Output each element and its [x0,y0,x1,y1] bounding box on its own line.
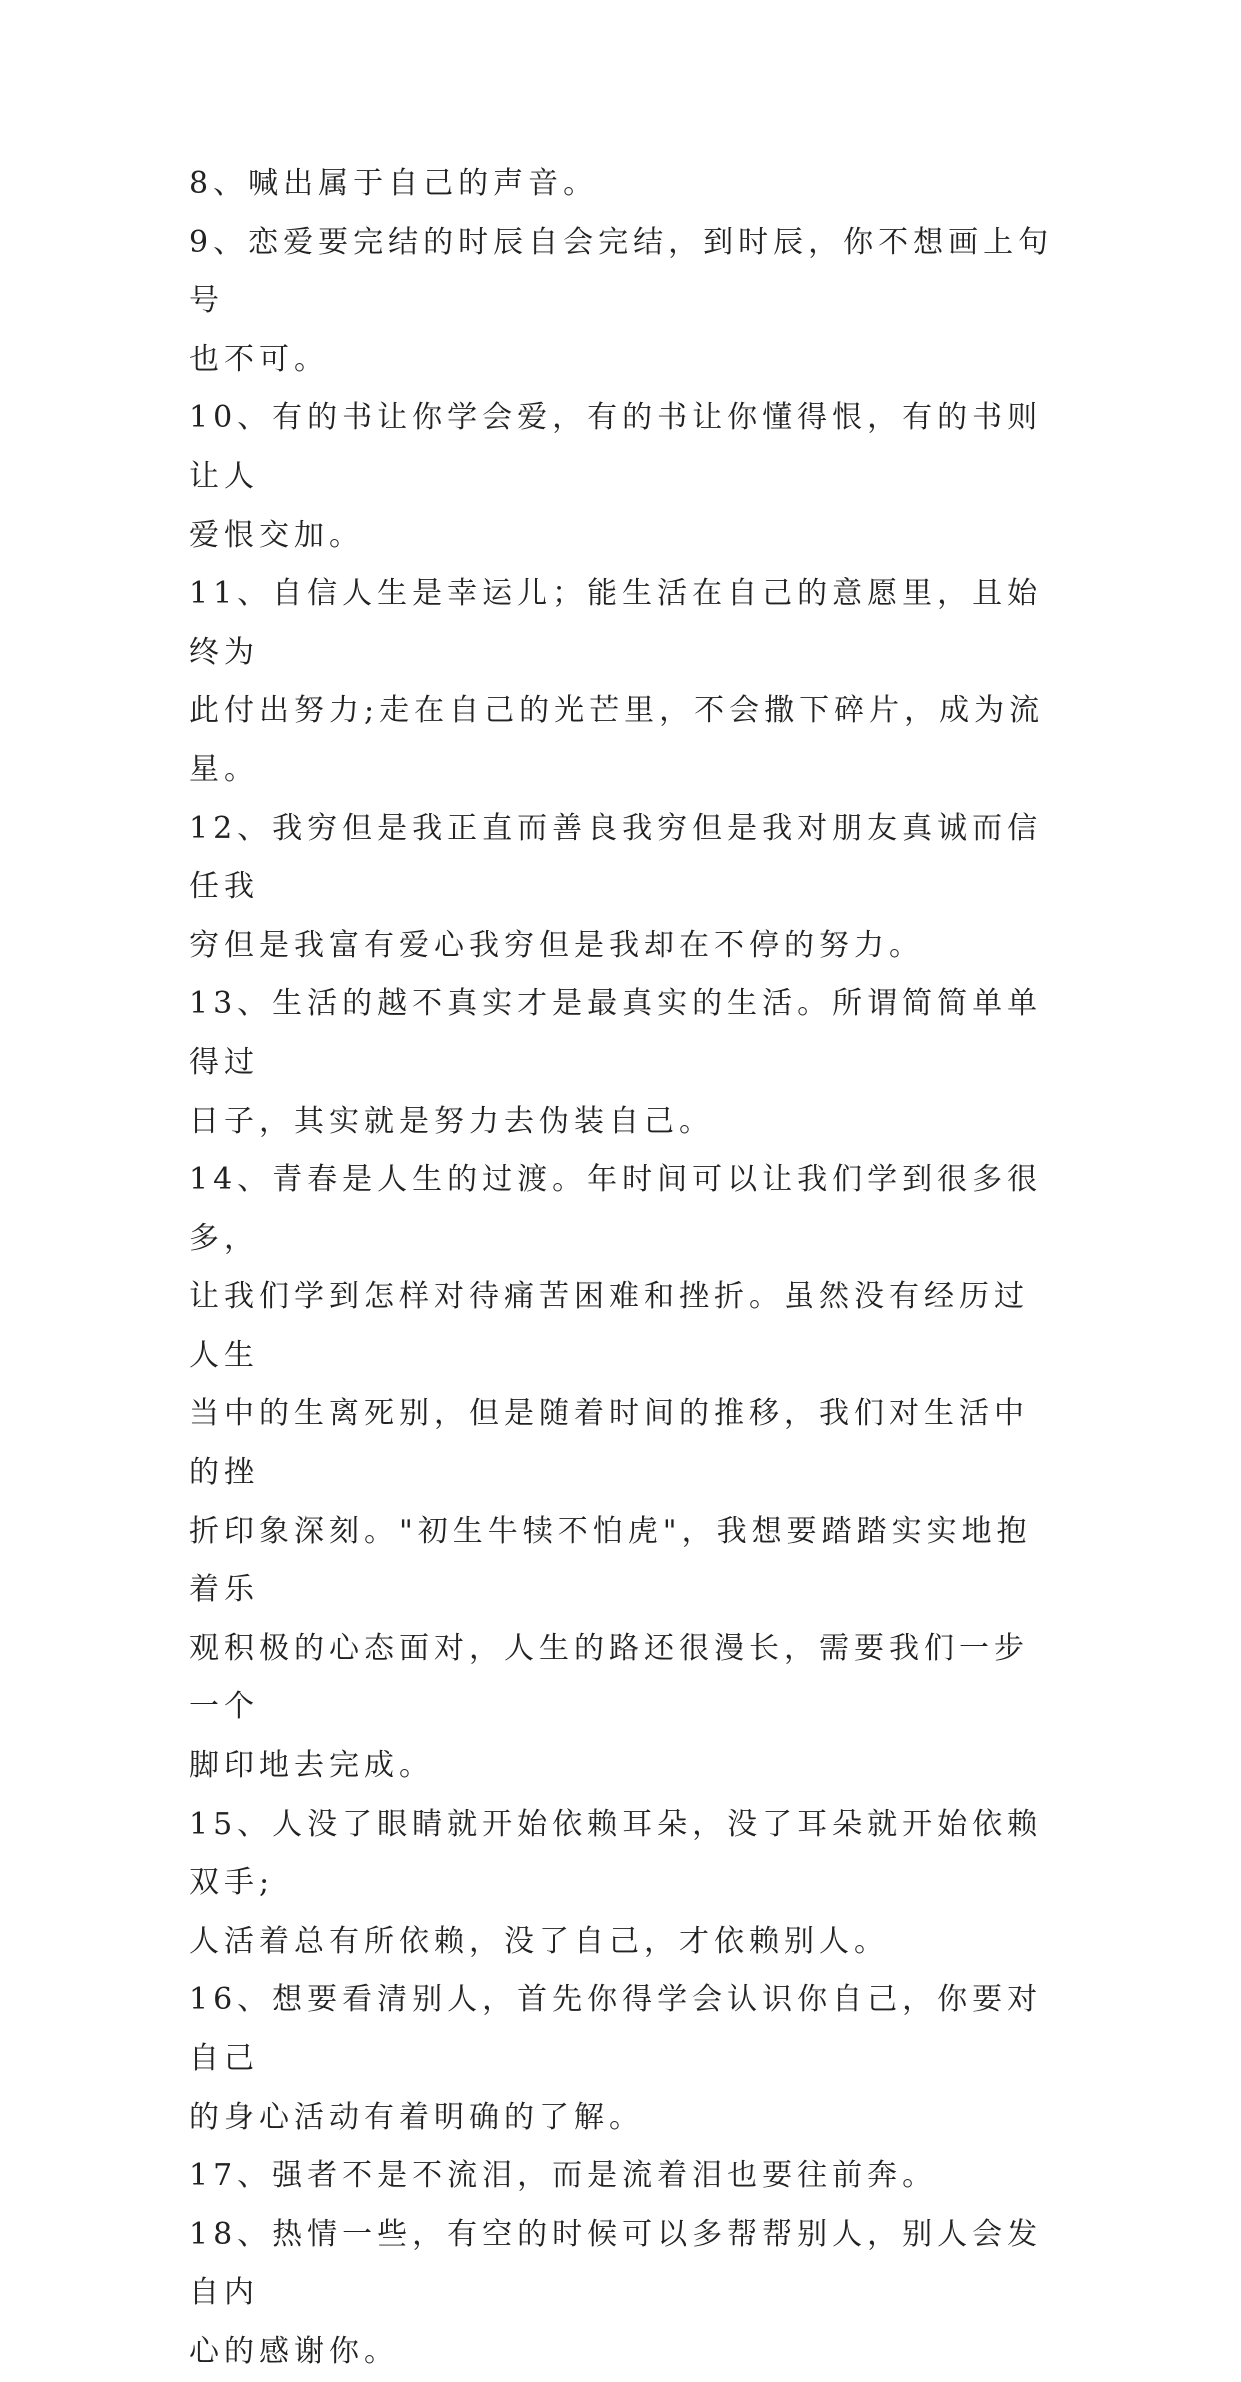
list-item: 11、自信人生是幸运儿；能生活在自己的意愿里，且始终为 此付出努力;走在自己的光芒里，不会撒下碎片，成为流星。 [189,576,1045,787]
list-item: 9、恋爱要完结的时辰自会完结，到时辰，你不想画上句号 也不可。 [189,224,1054,377]
list-item: 16、想要看清别人，首先你得学会认识你自己，你要对自己 的身心活动有着明确的了解。 [189,1982,1043,2135]
list-item: 18、热情一些，有空的时候可以多帮帮别人，别人会发自内 心的感谢你。 [189,2216,1043,2369]
list-item: 15、人没了眼睛就开始依赖耳朵，没了耳朵就开始依赖双手; 人活着总有所依赖，没了自己，才依赖别人。 [189,1806,1043,1959]
list-item: 8、喊出属于自己的声音。 [189,166,599,201]
list-item: 12、我穷但是我正直而善良我穷但是我对朋友真诚而信任我 穷但是我富有爱心我穷但是我却在不停的努力。 [189,810,1043,963]
list-item: 17、强者不是不流泪，而是流着泪也要往前奔。 [189,2158,938,2194]
list-item: 14、青春是人生的过渡。年时间可以让我们学到很多很多， 让我们学到怎样对待痛苦困难和挫折。虽然没有经历过人生 当中的生离死别，但是随着时间的推移，我们对生活中的挫 折印象深刻。"初生牛犊不怕虎"，我想要踏踏实实地抱着乐 观积极的心态面对，人生的路还很漫长，需要我们一步一个 脚印地去完成。 [189,1162,1043,1784]
document-body [189,155,1059,2382]
list-item: 10、有的书让你学会爱，有的书让你懂得恨，有的书则让人 爱恨交加。 [189,400,1043,553]
list-item: 13、生活的越不真实才是最真实的生活。所谓简简单单得过 日子，其实就是努力去伪装自己。 [189,986,1043,1139]
